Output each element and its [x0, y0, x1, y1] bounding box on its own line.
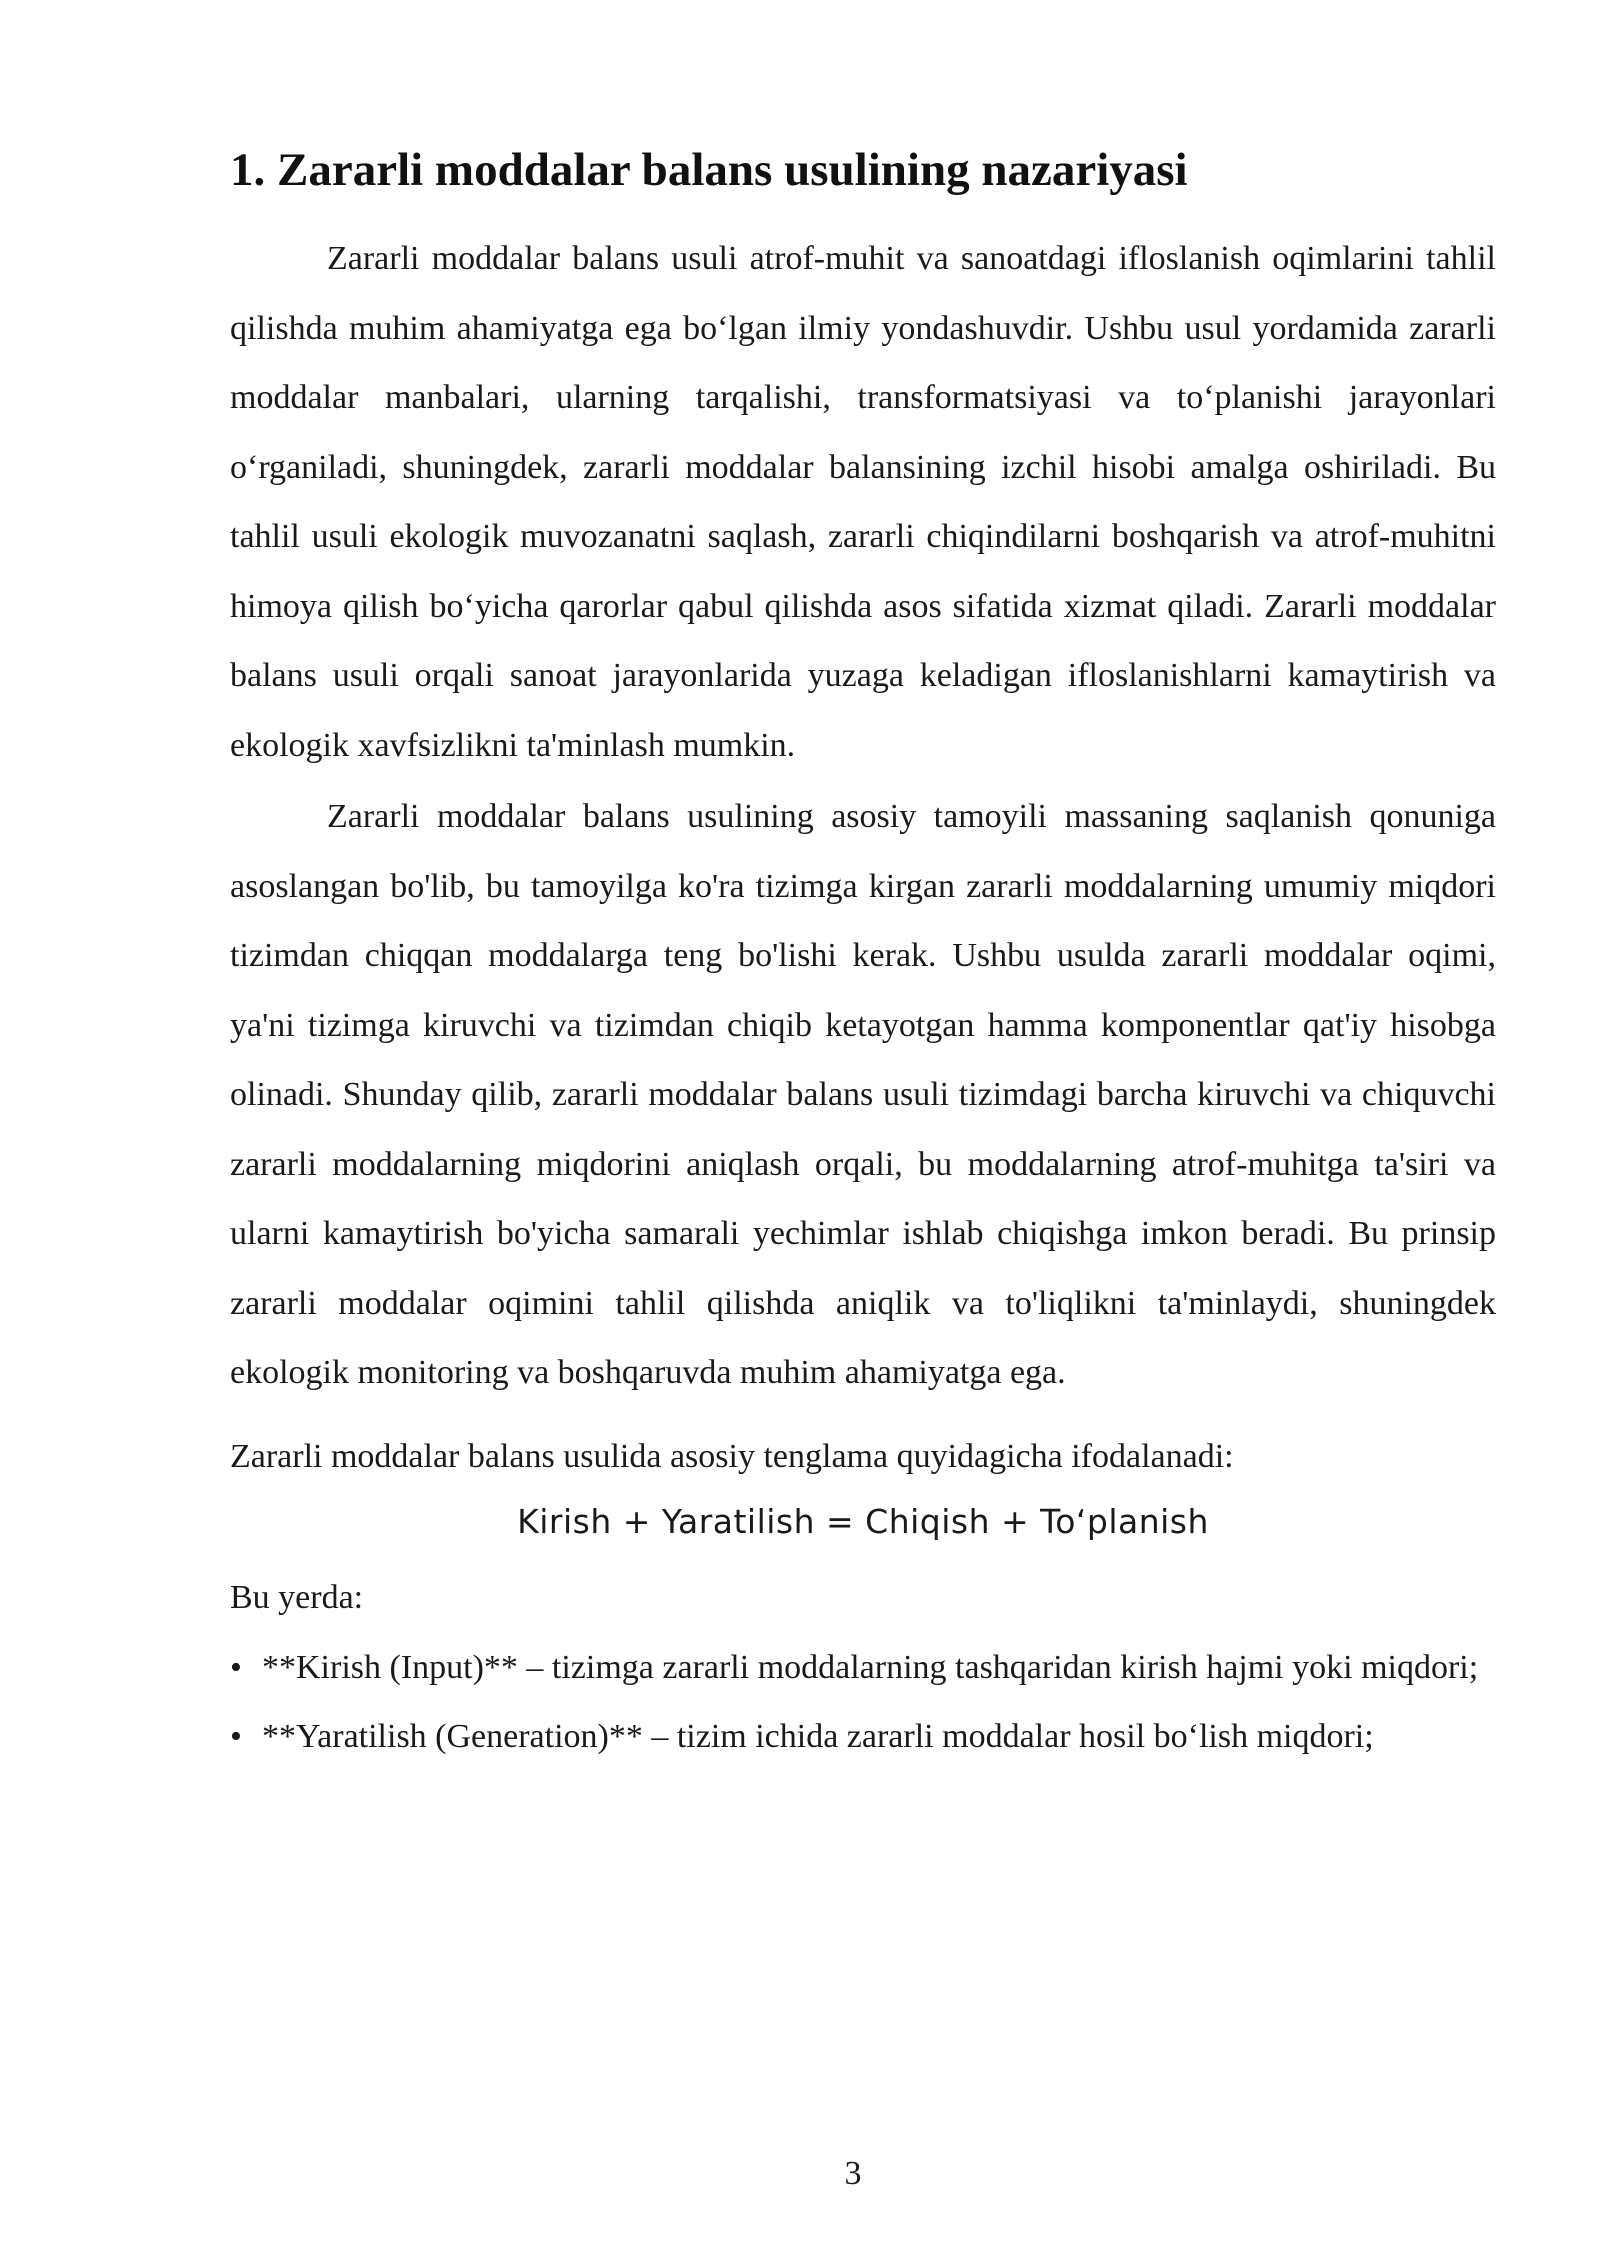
list-item — [230, 1633, 1496, 1703]
list-item — [230, 1702, 1496, 1772]
section-heading: 1. Zararli moddalar balans usulining nazariyasi — [230, 144, 1188, 196]
paragraph-2: Zararli moddalar balans usulining asosiy tamoyili massaning saqlanish qonuniga asoslangan bo'lib, bu tamoyilga ko'ra tizimga kirgan zararli moddalarning umumiy miqdori tizimdan chiqqan moddalarga teng bo'lishi kerak. Ushbu usulda zararli moddalar oqimi, ya'ni tizimga kiruvchi va tizimdan chiqib ketayotgan hamma komponentlar qat'iy hisobga olinadi. Shunday qilib, zararli moddalar balans usuli tizimdagi barcha kiruvchi va chiquvchi zararli moddalarning miqdorini aniqlash orqali, bu moddalarning atrof-muhitga ta'siri va ularni kamaytirish bo'yicha samarali yechimlar ishlab chiqishga imkon beradi. Bu prinsip zararli moddalar oqimini tahlil qilishda aniqlik va to'liqlikni ta'minlaydi, shuningdek ekologik monitoring va boshqaruvda muhim ahamiyatga ega. — [230, 798, 1496, 1391]
where-label: Bu yerda: — [230, 1579, 364, 1616]
page-number: 3 — [844, 2155, 862, 2192]
equation-intro: Zararli moddalar balans usulida asosiy tenglama quyidagicha ifodalanadi: — [230, 1437, 1234, 1475]
definition-text: **Yaratilish (Generation)** – tizim ichida zararli moddalar hosil bo‘lish miqdori; — [262, 1718, 1374, 1755]
bullet-icon: • — [230, 1718, 242, 1755]
definition-list — [230, 1633, 1496, 1772]
definition-text: **Kirish (Input)** – tizimga zararli moddalarning tashqaridan kirish hajmi yoki miqdori; — [262, 1648, 1479, 1686]
balance-equation: Kirish + Yaratilish = Chiqish + To‘planish — [517, 1502, 1209, 1541]
bullet-icon: • — [230, 1648, 242, 1686]
paragraph-1: Zararli moddalar balans usuli atrof-muhit va sanoatdagi ifloslanish oqimlarini tahlil qilishda muhim ahamiyatga ega bo‘lgan ilmiy yondashuvdir. Ushbu usul yordamida zararli moddalar manbalari, ularning tarqalishi, transformatsiyasi va to‘planishi jarayonlari o‘rganiladi, shuningdek, zararli moddalar balansining izchil hisobi amalga oshiriladi. Bu tahlil usuli ekologik muvozanatni saqlash, zararli chiqindilarni boshqarish va atrof-muhitni himoya qilish bo‘yicha qarorlar qabul qilishda asos sifatida xizmat qiladi. Zararli moddalar balans usuli orqali sanoat jarayonlarida yuzaga keladigan ifloslanishlarni kamaytirish va ekologik xavfsizlikni ta'minlash mumkin. — [230, 240, 1496, 764]
document-page — [230, 138, 1496, 1772]
